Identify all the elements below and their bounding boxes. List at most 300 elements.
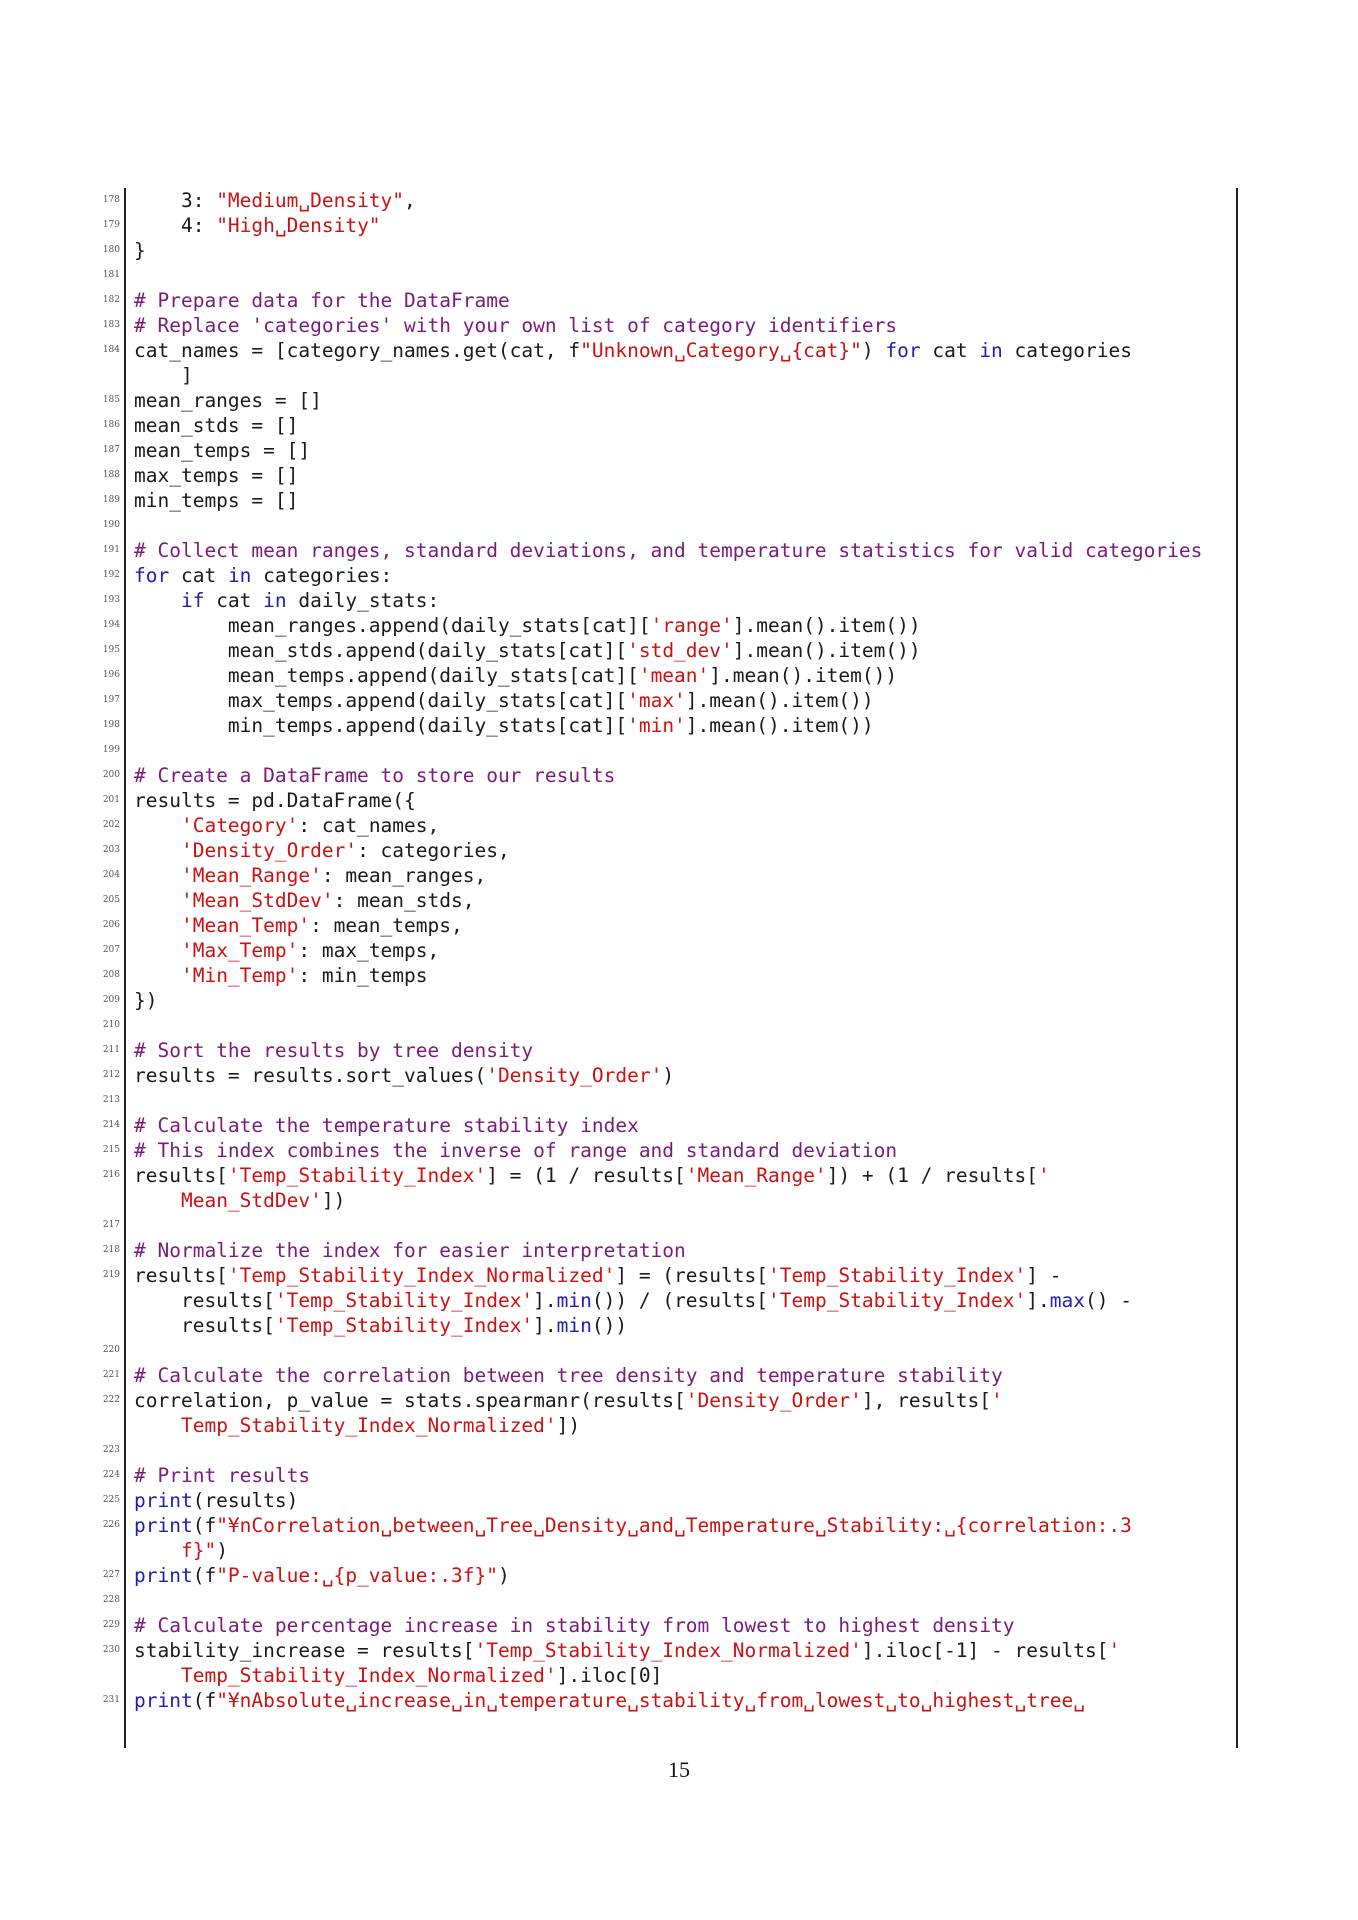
code-text: [134, 488, 298, 513]
code-plain: ]): [321, 1189, 346, 1212]
code-line: [102, 988, 1236, 1013]
code-text: [134, 838, 510, 863]
code-string: 'Density_Order': [180, 839, 358, 862]
code-string: ': [1108, 1639, 1121, 1662]
code-plain: categories: [1002, 339, 1132, 362]
code-string: 'Max_Temp': [180, 939, 299, 962]
code-text: [134, 1188, 345, 1213]
code-plain: [134, 964, 181, 987]
code-line: [102, 588, 1236, 613]
code-keyword: for: [134, 564, 170, 587]
code-line: [102, 1038, 1236, 1063]
code-plain: ): [497, 1564, 510, 1587]
line-number: 181: [102, 270, 120, 280]
code-line: [102, 1238, 1236, 1263]
code-plain: results = pd.DataFrame({: [134, 789, 416, 812]
code-text: [134, 613, 921, 638]
code-line: [102, 188, 1236, 213]
code-line: [102, 938, 1236, 963]
line-number: 194: [102, 620, 120, 630]
line-number: 200: [102, 770, 120, 780]
code-string: 'range': [650, 614, 733, 637]
code-line: [102, 788, 1236, 813]
code-line: [102, 1513, 1236, 1538]
code-text: [134, 1263, 1061, 1288]
line-number: 221: [102, 1370, 120, 1380]
code-string: 'Temp_Stability_Index': [768, 1289, 1027, 1312]
line-number: 210: [102, 1020, 120, 1030]
code-text: [134, 863, 486, 888]
code-keyword: print: [134, 1489, 193, 1512]
code-text: [134, 188, 416, 213]
code-string: ': [991, 1389, 1003, 1412]
line-number: 222: [102, 1395, 120, 1405]
code-line: [102, 913, 1236, 938]
code-string: 'max': [627, 689, 686, 712]
line-number: 201: [102, 795, 120, 805]
code-plain: ()): [591, 1314, 628, 1337]
code-line: [126, 1538, 1236, 1563]
code-comment: # Sort the results by tree density: [134, 1039, 534, 1062]
code-line: [102, 1338, 1236, 1363]
code-text: [134, 888, 474, 913]
code-text: [134, 588, 439, 613]
code-line: [102, 1263, 1236, 1288]
code-line: [102, 263, 1236, 288]
code-text: [134, 663, 897, 688]
code-line: [126, 1413, 1236, 1438]
code-line: [102, 313, 1236, 338]
line-number: 214: [102, 1120, 120, 1130]
code-line: [102, 813, 1236, 838]
code-line: [102, 738, 1236, 763]
code-text: [134, 1288, 1132, 1313]
code-line: [102, 288, 1236, 313]
code-plain: results = results.sort_values(: [134, 1064, 487, 1087]
code-text: [134, 538, 1202, 563]
code-line: [126, 1663, 1236, 1688]
code-plain: correlation, p_value = stats.spearmanr(results[: [134, 1389, 686, 1412]
line-number: 193: [102, 595, 120, 605]
code-plain: [134, 589, 181, 612]
code-string: 'Temp_Stability_Index': [227, 1164, 487, 1187]
code-plain: mean_ranges.append(daily_stats[cat][: [134, 614, 651, 637]
code-plain: [134, 914, 181, 937]
code-text: [134, 1363, 1003, 1388]
code-plain: ], results[: [861, 1389, 992, 1412]
code-line: [102, 563, 1236, 588]
code-keyword: print: [134, 1564, 193, 1587]
code-plain: max_temps.append(daily_stats[cat][: [134, 689, 628, 712]
code-line: [102, 238, 1236, 263]
code-comment: # Collect mean ranges, standard deviations, and temperature statistics for valid categories: [134, 539, 1203, 562]
code-plain: }: [134, 239, 146, 262]
code-line: [102, 513, 1236, 538]
line-number: 195: [102, 645, 120, 655]
line-number: 205: [102, 895, 120, 905]
line-number: 215: [102, 1145, 120, 1155]
code-keyword: min: [556, 1314, 592, 1337]
code-text: [134, 963, 428, 988]
code-text: [134, 938, 439, 963]
code-plain: mean_stds = []: [134, 414, 299, 437]
line-number: 189: [102, 495, 120, 505]
line-number: 207: [102, 945, 120, 955]
line-number: 227: [102, 1570, 120, 1580]
code-plain: (results): [192, 1489, 299, 1512]
code-plain: ]): [556, 1414, 581, 1437]
line-number: 183: [102, 320, 120, 330]
line-number: 185: [102, 395, 120, 405]
code-line: [102, 1213, 1236, 1238]
code-text: [134, 438, 310, 463]
code-text: [134, 763, 615, 788]
code-keyword: min: [556, 1289, 592, 1312]
line-number: 216: [102, 1170, 120, 1180]
line-number: 191: [102, 545, 120, 555]
code-line: [102, 963, 1236, 988]
line-number: 230: [102, 1645, 120, 1655]
code-plain: results[: [134, 1289, 275, 1312]
code-text: [134, 413, 298, 438]
code-text: [134, 388, 322, 413]
line-number: 184: [102, 345, 120, 355]
code-plain: ]: [134, 364, 193, 387]
code-text: [134, 238, 146, 263]
code-line: [102, 1113, 1236, 1138]
code-line: [102, 1638, 1236, 1663]
code-string: 'Density_Order': [486, 1064, 663, 1087]
code-listing: [102, 188, 1238, 1748]
code-string: 'Temp_Stability_Index': [274, 1314, 534, 1337]
line-number: 186: [102, 420, 120, 430]
code-text: [134, 638, 921, 663]
code-line: [102, 1363, 1236, 1388]
code-plain: ].iloc[0]: [556, 1664, 663, 1687]
code-plain: (f: [192, 1514, 217, 1537]
code-line: [102, 863, 1236, 888]
line-number: 226: [102, 1520, 120, 1530]
line-number: 223: [102, 1445, 120, 1455]
code-plain: : max_temps,: [298, 939, 440, 962]
code-plain: : mean_temps,: [310, 914, 463, 937]
code-string: 'Temp_Stability_Index': [767, 1264, 1027, 1287]
code-line: [102, 1088, 1236, 1113]
code-string: 'Temp_Stability_Index': [274, 1289, 534, 1312]
code-plain: max_temps = []: [134, 464, 299, 487]
code-plain: () -: [1085, 1289, 1132, 1312]
code-string: "¥nCorrelation␣between␣Tree␣Density␣and␣Temperature␣Stability:␣{correlation:.3: [216, 1514, 1132, 1537]
code-plain: ].mean().item()): [732, 614, 921, 637]
code-line: [102, 538, 1236, 563]
line-number: 224: [102, 1470, 120, 1480]
code-string: 'Mean_Range': [685, 1164, 827, 1187]
code-text: [134, 713, 874, 738]
code-keyword: if: [180, 589, 205, 612]
line-number: 204: [102, 870, 120, 880]
code-comment: # Calculate the temperature stability index: [134, 1114, 639, 1137]
code-comment: # This index combines the inverse of range and standard deviation: [134, 1139, 898, 1162]
code-comment: # Calculate the correlation between tree density and temperature stability: [134, 1364, 1003, 1387]
code-text: [134, 1238, 686, 1263]
line-number: 187: [102, 445, 120, 455]
code-text: [134, 1313, 627, 1338]
code-line: [126, 1288, 1236, 1313]
code-text: [134, 1538, 228, 1563]
code-plain: ].: [1026, 1289, 1050, 1312]
code-line: [102, 463, 1236, 488]
code-plain: ].mean().item()): [709, 664, 898, 687]
code-line: [102, 688, 1236, 713]
page-number: 15: [668, 1757, 690, 1782]
code-plain: cat: [204, 589, 264, 612]
code-comment: # Normalize the index for easier interpretation: [134, 1239, 686, 1262]
code-text: [134, 1113, 639, 1138]
code-string: "¥nAbsolute␣increase␣in␣temperature␣stability␣from␣lowest␣to␣highest␣tree␣: [216, 1689, 1085, 1712]
code-string: 'Temp_Stability_Index_Normalized': [474, 1639, 862, 1662]
code-line: [102, 1463, 1236, 1488]
line-number: 218: [102, 1245, 120, 1255]
line-number: 229: [102, 1620, 120, 1630]
code-string: 'min': [627, 714, 686, 737]
code-string: 'Mean_Range': [180, 864, 322, 887]
code-text: [134, 1513, 1132, 1538]
code-string: 'Mean_Temp': [180, 914, 311, 937]
code-string: "Unknown␣Category␣{cat}": [580, 339, 862, 362]
code-text: [134, 338, 1132, 363]
code-plain: [134, 889, 181, 912]
line-number: 231: [102, 1695, 120, 1705]
code-line: [102, 1488, 1236, 1513]
code-line: [102, 213, 1236, 238]
code-plain: : min_temps: [298, 964, 428, 987]
code-keyword: for: [885, 339, 921, 362]
code-line: [102, 1163, 1236, 1188]
code-plain: [134, 814, 181, 837]
code-keyword: in: [227, 564, 252, 587]
code-plain: mean_stds.append(daily_stats[cat][: [134, 639, 628, 662]
code-plain: [134, 1414, 181, 1437]
code-line: [102, 838, 1236, 863]
code-string: 'Density_Order': [685, 1389, 862, 1412]
code-keyword: print: [134, 1514, 193, 1537]
code-text: [134, 563, 392, 588]
code-line: [102, 1138, 1236, 1163]
line-number: 213: [102, 1095, 120, 1105]
code-plain: ): [216, 1539, 228, 1562]
code-string: f}": [134, 1539, 217, 1562]
code-string: Temp_Stability_Index_Normalized': [180, 1664, 557, 1687]
code-plain: ] -: [1026, 1264, 1062, 1287]
code-plain: ].iloc[-1] - results[: [861, 1639, 1109, 1662]
code-string: 'Category': [180, 814, 299, 837]
code-line: [102, 1613, 1236, 1638]
code-plain: results[: [134, 1164, 228, 1187]
line-number: 202: [102, 820, 120, 830]
code-string: ': [1038, 1164, 1050, 1187]
code-line: [102, 713, 1236, 738]
code-plain: min_temps = []: [134, 489, 299, 512]
line-number: 199: [102, 745, 120, 755]
code-plain: ] = (results[: [615, 1264, 768, 1287]
line-number: 228: [102, 1595, 120, 1605]
code-string: "Medium␣Density": [216, 189, 405, 212]
code-line: [102, 1013, 1236, 1038]
code-plain: : cat_names,: [298, 814, 440, 837]
code-plain: (f: [192, 1689, 217, 1712]
code-string: 'Mean_StdDev': [180, 889, 334, 912]
line-number: 203: [102, 845, 120, 855]
line-number: 179: [102, 220, 120, 230]
code-plain: mean_temps.append(daily_stats[cat][: [134, 664, 639, 687]
code-string: 'mean': [638, 664, 710, 687]
code-keyword: in: [979, 339, 1003, 362]
code-plain: ()) / (results[: [591, 1289, 768, 1312]
code-plain: [134, 864, 181, 887]
code-plain: min_temps.append(daily_stats[cat][: [134, 714, 628, 737]
code-text: [134, 288, 510, 313]
code-string: "P-value:␣{p_value:.3f}": [216, 1564, 498, 1587]
code-plain: cat_names = [category_names.get(cat, f: [134, 339, 581, 362]
code-line: [102, 763, 1236, 788]
code-lines: [102, 188, 1236, 1713]
line-number: 178: [102, 195, 120, 205]
code-plain: cat: [920, 339, 980, 362]
code-text: [134, 1488, 298, 1513]
code-plain: ): [861, 339, 886, 362]
code-plain: [134, 939, 181, 962]
code-text: [134, 1163, 1050, 1188]
code-keyword: in: [263, 589, 287, 612]
code-line: [102, 1438, 1236, 1463]
code-line: [102, 413, 1236, 438]
code-text: [134, 1463, 310, 1488]
code-text: [134, 1063, 674, 1088]
code-comment: # Prepare data for the DataFrame: [134, 289, 510, 312]
code-plain: }): [134, 989, 158, 1012]
code-comment: # Print results: [134, 1464, 311, 1487]
code-string: 'std_dev': [627, 639, 733, 662]
code-plain: : mean_ranges,: [321, 864, 487, 887]
code-plain: [134, 1664, 181, 1687]
line-number: 220: [102, 1345, 120, 1355]
code-string: 'Min_Temp': [180, 964, 299, 987]
code-line: [102, 1688, 1236, 1713]
line-number: 180: [102, 245, 120, 255]
code-string: Temp_Stability_Index_Normalized': [180, 1414, 557, 1437]
line-number: 208: [102, 970, 120, 980]
code-text: [134, 1663, 662, 1688]
line-number: 196: [102, 670, 120, 680]
code-line: [126, 1188, 1236, 1213]
line-number: 219: [102, 1270, 120, 1280]
code-plain: ): [662, 1064, 675, 1087]
code-text: [134, 1688, 1085, 1713]
code-string: Mean_StdDev': [180, 1189, 322, 1212]
code-text: [134, 1038, 533, 1063]
code-keyword: print: [134, 1689, 193, 1712]
code-plain: : mean_stds,: [333, 889, 475, 912]
code-comment: # Replace 'categories' with your own list of category identifiers: [134, 314, 898, 337]
code-text: [134, 688, 874, 713]
code-text: [134, 1638, 1120, 1663]
code-plain: results[: [134, 1314, 275, 1337]
code-line: [102, 888, 1236, 913]
code-plain: ].mean().item()): [685, 689, 874, 712]
code-plain: [134, 1189, 181, 1212]
code-plain: [134, 839, 181, 862]
code-plain: 4:: [134, 214, 217, 237]
code-text: [134, 463, 298, 488]
line-number: 211: [102, 1045, 120, 1055]
code-plain: ] = (1 / results[: [486, 1164, 686, 1187]
line-number: 212: [102, 1070, 120, 1080]
code-text: [134, 1388, 1003, 1413]
code-string: 'Temp_Stability_Index_Normalized': [227, 1264, 616, 1287]
code-plain: results[: [134, 1264, 228, 1287]
code-line: [102, 388, 1236, 413]
line-number: 188: [102, 470, 120, 480]
code-line: [126, 1313, 1236, 1338]
code-plain: cat: [169, 564, 228, 587]
code-text: [134, 1613, 1015, 1638]
code-plain: ].mean().item()): [732, 639, 921, 662]
code-plain: stability_increase = results[: [134, 1639, 475, 1662]
code-text: [134, 213, 381, 238]
code-comment: # Create a DataFrame to store our results: [134, 764, 616, 787]
code-line: [102, 338, 1236, 363]
line-number: 182: [102, 295, 120, 305]
code-text: [134, 1138, 897, 1163]
code-text: [134, 913, 463, 938]
code-plain: ]) + (1 / results[: [826, 1164, 1039, 1187]
code-string: "High␣Density": [216, 214, 381, 237]
code-plain: categories:: [251, 564, 393, 587]
code-plain: ,: [404, 189, 416, 212]
code-line: [102, 613, 1236, 638]
code-line: [102, 1588, 1236, 1613]
line-number: 198: [102, 720, 120, 730]
code-plain: (f: [192, 1564, 217, 1587]
code-plain: 3:: [134, 189, 217, 212]
code-plain: mean_ranges = []: [134, 389, 322, 412]
code-text: [134, 988, 157, 1013]
code-plain: daily_stats:: [286, 589, 440, 612]
code-line: [102, 638, 1236, 663]
code-text: [134, 363, 193, 388]
line-number: 225: [102, 1495, 120, 1505]
code-line: [102, 488, 1236, 513]
line-number: 209: [102, 995, 120, 1005]
code-plain: ].: [533, 1289, 557, 1312]
code-plain: mean_temps = []: [134, 439, 311, 462]
code-line: [102, 663, 1236, 688]
code-text: [134, 788, 416, 813]
code-text: [134, 1413, 580, 1438]
line-number: 217: [102, 1220, 120, 1230]
code-text: [134, 313, 897, 338]
code-text: [134, 1563, 510, 1588]
code-plain: ].mean().item()): [685, 714, 874, 737]
code-comment: # Calculate percentage increase in stability from lowest to highest density: [134, 1614, 1015, 1637]
line-number: 206: [102, 920, 120, 930]
code-plain: : categories,: [357, 839, 510, 862]
code-line: [102, 438, 1236, 463]
code-line: [102, 1063, 1236, 1088]
code-line: [102, 1388, 1236, 1413]
code-keyword: max: [1049, 1289, 1085, 1312]
line-number: 190: [102, 520, 120, 530]
